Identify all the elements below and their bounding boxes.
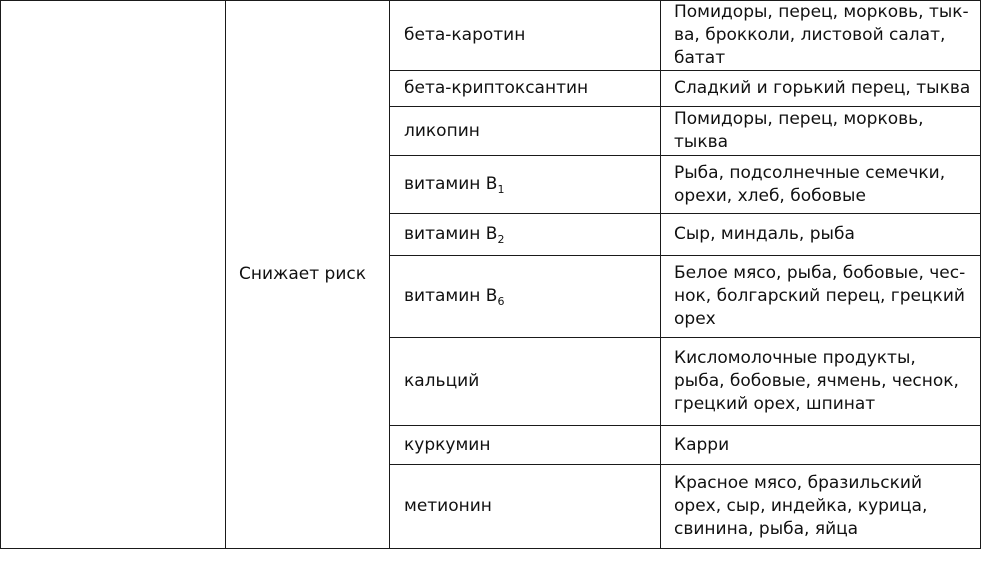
nutrient-cell xyxy=(390,256,661,338)
sources-line: свинина, рыба, яйца xyxy=(674,519,859,539)
sources-line: Помидоры, перец, морковь, xyxy=(674,109,924,129)
nutrient-cell xyxy=(390,214,661,256)
nutrient-cell xyxy=(390,107,661,156)
nutrient-name: витамин B xyxy=(404,174,498,194)
empty-category-cell xyxy=(1,1,226,549)
sources-cell xyxy=(661,338,981,426)
table-row xyxy=(1,1,981,71)
sources-line: Сыр, миндаль, рыба xyxy=(674,224,855,244)
sources-line: Карри xyxy=(674,434,730,455)
sources-cell xyxy=(661,465,981,549)
sources-line: Кисломолочные продукты, xyxy=(674,348,916,368)
sources-line: орех xyxy=(674,309,716,329)
sources-line: Помидоры, перец, морковь, тык- xyxy=(674,2,969,22)
sources-cell xyxy=(661,1,981,71)
effect-label: Снижает риск xyxy=(239,264,366,284)
nutrient-subscript: 2 xyxy=(497,233,505,246)
sources-line: Белое мясо, рыба, бобовые, чес- xyxy=(674,263,966,283)
sources-line: рыба, бобовые, ячмень, чеснок, xyxy=(674,371,959,391)
sources-cell xyxy=(661,256,981,338)
nutrient-name: куркумин xyxy=(404,434,491,455)
sources-cell xyxy=(661,71,981,107)
nutrient-cell xyxy=(390,426,661,465)
nutrient-name: бета-каротин xyxy=(404,25,526,45)
sources-line: тыква xyxy=(674,132,729,152)
sources-line: орех, сыр, индейка, курица, xyxy=(674,496,928,516)
nutrient-name: бета-криптоксантин xyxy=(404,78,589,98)
nutrient-name: ликопин xyxy=(404,120,480,141)
sources-line: орехи, хлеб, бобовые xyxy=(674,185,866,206)
nutrient-cell xyxy=(390,71,661,107)
sources-cell xyxy=(661,426,981,465)
effect-cell xyxy=(226,1,390,549)
sources-cell xyxy=(661,156,981,214)
sources-cell xyxy=(661,214,981,256)
sources-line: ва, брокколи, листовой салат, xyxy=(674,25,946,45)
nutrient-name: витамин B xyxy=(404,286,498,306)
sources-line: нок, болгарский перец, грецкий xyxy=(674,286,965,306)
nutrient-cell xyxy=(390,338,661,426)
nutrient-name: витамин B xyxy=(404,224,498,244)
sources-line: Красное мясо, бразильский xyxy=(674,473,922,493)
nutrient-subscript: 6 xyxy=(497,295,505,308)
nutrient-subscript: 1 xyxy=(497,183,505,196)
sources-cell xyxy=(661,107,981,156)
sources-line: батат xyxy=(674,48,726,68)
sources-line: Сладкий и горький перец, тыква xyxy=(674,78,971,98)
nutrient-name: метионин xyxy=(404,496,492,516)
nutrient-cell xyxy=(390,465,661,549)
nutrient-cell xyxy=(390,1,661,71)
sources-line: грецкий орех, шпинат xyxy=(674,394,876,414)
nutrient-name: кальций xyxy=(404,371,480,391)
sources-line: Рыба, подсолнечные семечки, xyxy=(674,162,946,183)
nutrient-cell xyxy=(390,156,661,214)
